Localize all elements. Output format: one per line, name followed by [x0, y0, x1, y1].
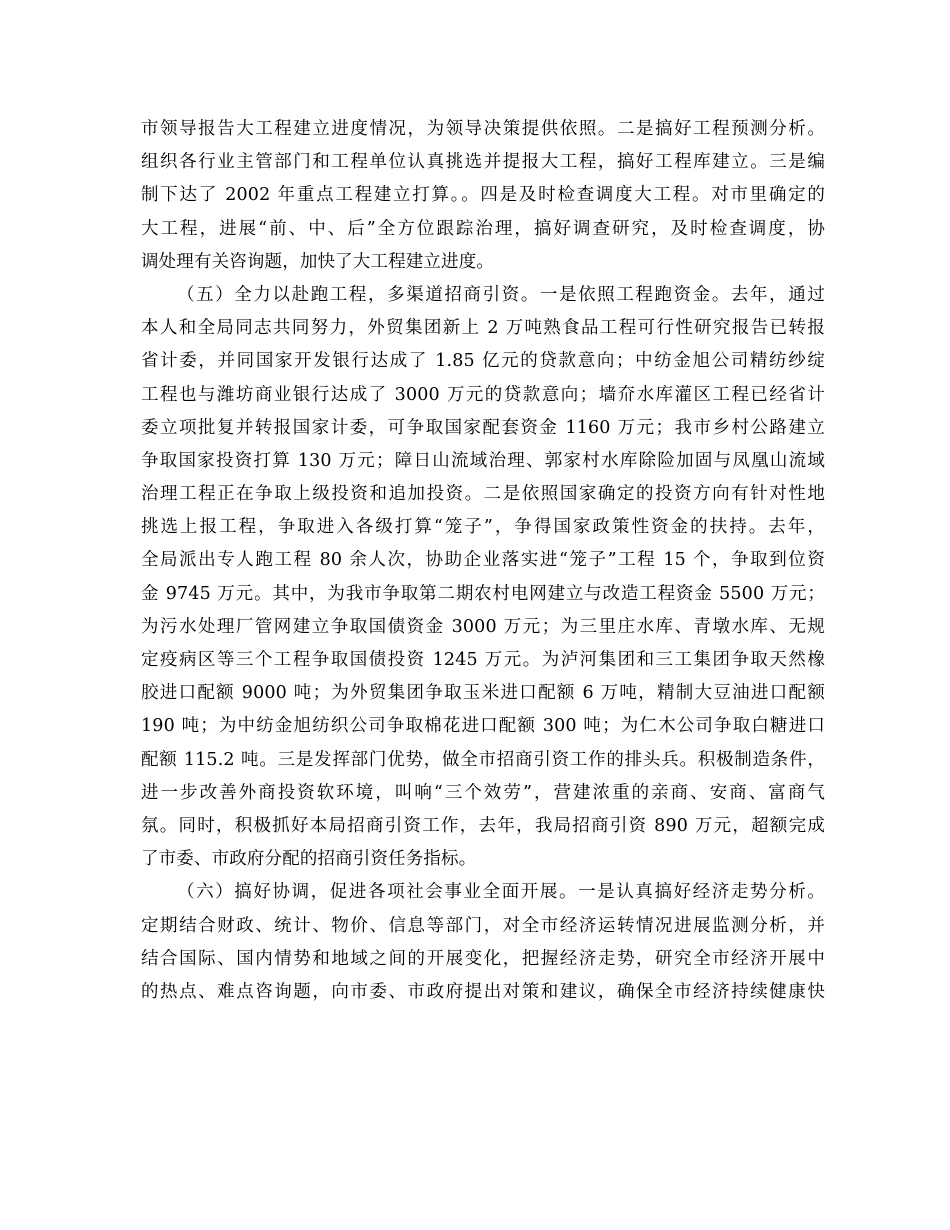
- body-text: [141, 113, 825, 1009]
- text-line: 调处理有关咨询题，加快了大工程建立进度。: [141, 251, 494, 272]
- text-line: 争取国家投资打算 130 万元；障日山流域治理、郭家村水库除险加固与凤凰山流域: [141, 450, 825, 471]
- text-line: 了市委、市政府分配的招商引资任务指标。: [141, 849, 477, 870]
- paragraph-start-line: （六）搞好协调，促进各项社会事业全面开展。一是认真搞好经济走势分析。: [177, 882, 825, 903]
- paragraph-start-line: （五）全力以赴跑工程，多渠道招商引资。一是依照工程跑资金。去年，通过: [177, 284, 825, 305]
- text-line: 为污水处理厂管网建立争取国债资金 3000 万元；为三里庄水库、青墩水库、无规: [141, 616, 825, 637]
- text-line: 190 吨；为中纺金旭纺织公司争取棉花进口配额 300 吨；为仁木公司争取白糖进口: [141, 716, 825, 737]
- text-line: 治理工程正在争取上级投资和追加投资。二是依照国家确定的投资方向有针对性地: [141, 484, 825, 505]
- text-line: 省计委，并同国家开发银行达成了 1.85 亿元的贷款意向；中纺金旭公司精纺纱绽: [141, 351, 825, 372]
- text-line: 大工程，进展“前、中、后”全方位跟踪治理，搞好调查研究，及时检查调度，协: [141, 218, 825, 239]
- text-line: 配额 115.2 吨。三是发挥部门优势，做全市招商引资工作的排头兵。积极制造条件，: [141, 749, 825, 770]
- text-line: 全局派出专人跑工程 80 余人次，协助企业落实进“笼子”工程 15 个，争取到位资: [141, 550, 825, 571]
- text-line: 本人和全局同志共同努力，外贸集团新上 2 万吨熟食品工程可行性研究报告已转报: [141, 318, 825, 339]
- text-line: 挑选上报工程，争取进入各级打算“笼子”，争得国家政策性资金的扶持。去年，: [141, 517, 825, 538]
- text-line: 委立项批复并转报国家计委，可争取国家配套资金 1160 万元；我市乡村公路建立: [141, 417, 825, 438]
- text-line: 进一步改善外商投资软环境，叫响“三个效劳”，营建浓重的亲商、安商、富商气: [141, 782, 825, 803]
- text-line: 氛。同时，积极抓好本局招商引资工作，去年，我局招商引资 890 万元，超额完成: [141, 815, 825, 836]
- text-line: 工程也与潍坊商业银行达成了 3000 万元的贷款意向；墙夼水库灌区工程已经省计: [141, 384, 825, 405]
- text-line: 胶进口配额 9000 吨；为外贸集团争取玉米进口配额 6 万吨，精制大豆油进口配额: [141, 683, 825, 704]
- text-line: 定疫病区等三个工程争取国债投资 1245 万元。为泸河集团和三工集团争取天然橡: [141, 650, 825, 670]
- text-line: 组织各行业主管部门和工程单位认真挑选并提报大工程，搞好工程库建立。三是编: [141, 152, 825, 173]
- text-line: 市领导报告大工程建立进度情况，为领导决策提供依照。二是搞好工程预测分析。: [141, 119, 825, 139]
- text-line: 制下达了 2002 年重点工程建立打算。。四是及时检查调度大工程。对市里确定的: [141, 185, 825, 206]
- text-line: 结合国际、国内情势和地域之间的开展变化，把握经济走势，研究全市经济开展中: [141, 948, 825, 969]
- text-line: 金 9745 万元。其中，为我市争取第二期农村电网建立与改造工程资金 5500 万元；: [141, 583, 825, 604]
- text-line: 的热点、难点咨询题，向市委、市政府提出对策和建议，确保全市经济持续健康快: [141, 981, 825, 1002]
- text-line: 定期结合财政、统计、物价、信息等部门，对全市经济运转情况进展监测分析，并: [141, 915, 825, 936]
